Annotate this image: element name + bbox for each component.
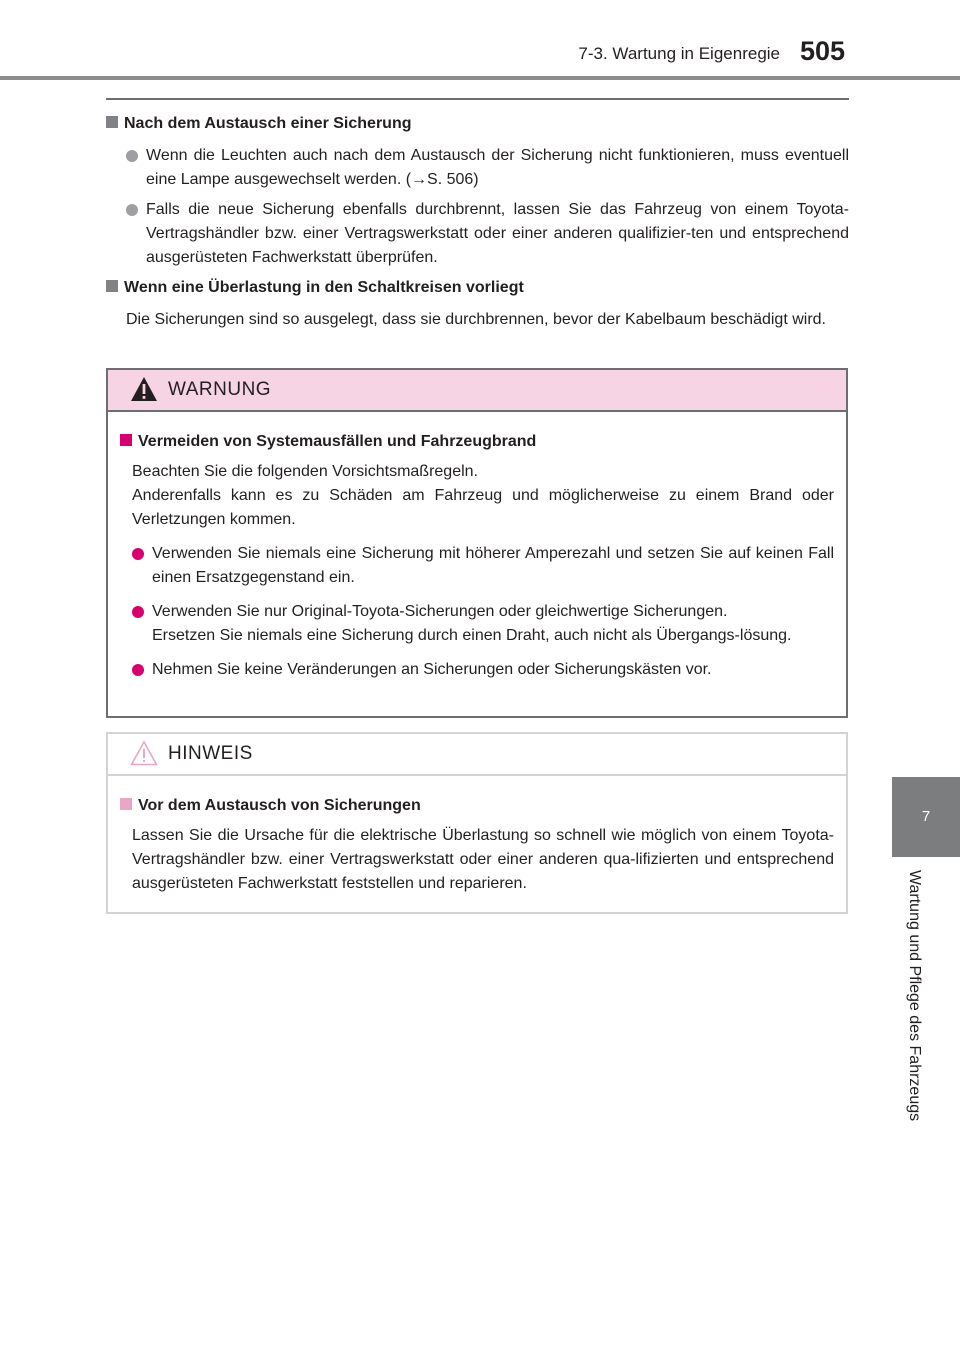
list-item-text: Falls die neue Sicherung ebenfalls durchbrennt, lassen Sie das Fahrzeug von einem Toyota-Vertragshändler bzw. einer Vertragswerkstatt oder einer anderen qualifizier-ten und entsprechend ausgerüsteten Fachwerkstatt überprüfen. [146, 201, 849, 266]
warning-heading [120, 430, 834, 454]
content-top-rule [106, 98, 849, 100]
note-heading-text: Vor dem Austausch von Sicherungen [138, 797, 421, 814]
note-header [108, 734, 846, 776]
list-item [132, 658, 834, 682]
warning-intro-line: Beachten Sie die folgenden Vorsichtsmaßregeln. [132, 463, 478, 480]
circle-bullet-icon [132, 606, 144, 618]
note-title: HINWEIS [168, 743, 253, 764]
list-item [126, 144, 849, 192]
circle-bullet-icon [132, 548, 144, 560]
note-body [108, 776, 846, 896]
warning-box [106, 368, 848, 718]
warning-heading-text: Vermeiden von Systemausfällen und Fahrzeugbrand [138, 433, 537, 450]
warning-title: WARNUNG [168, 379, 272, 400]
list-item-text: Ersetzen Sie niemals eine Sicherung durch einen Draht, auch nicht als Übergangs-lösung. [152, 627, 792, 644]
list-item-text: Verwenden Sie nur Original-Toyota-Sicherungen oder gleichwertige Sicherungen. [152, 603, 728, 620]
warning-intro-line: Anderenfalls kann es zu Schäden am Fahrzeug und möglicherweise zu einem Brand oder Verletzungen kommen. [132, 487, 834, 528]
chapter-side-label [890, 870, 940, 1160]
warning-body [108, 412, 846, 682]
circle-bullet-icon [126, 150, 138, 162]
chapter-side-label-text: Wartung und Pflege des Fahrzeugs [906, 870, 923, 1122]
circle-bullet-icon [126, 204, 138, 216]
section-heading-text: Nach dem Austausch einer Sicherung [124, 115, 412, 132]
page-number: 505 [800, 36, 846, 66]
list-item-text: Wenn die Leuchten auch nach dem Austausch der Sicherung nicht funktionieren, muss eventuell eine Lampe ausgewechselt werden. (→S. 506) [146, 147, 849, 188]
section-title: 7-3. Wartung in Eigenregie [578, 44, 780, 63]
warning-intro [132, 460, 834, 532]
list-item-text: Nehmen Sie keine Veränderungen an Sicherungen oder Sicherungskästen vor. [152, 661, 712, 678]
list-item [132, 542, 834, 590]
section-heading-text: Wenn eine Überlastung in den Schaltkreisen vorliegt [124, 279, 524, 296]
chapter-tab: 7 [892, 777, 960, 857]
list-item-text: Verwenden Sie niemals eine Sicherung mit höherer Amperezahl und setzen Sie auf keinen Fall einen Ersatzgegenstand ein. [152, 545, 834, 586]
note-box [106, 732, 848, 914]
section-heading [106, 112, 849, 136]
note-heading [120, 794, 834, 818]
section-heading [106, 276, 849, 300]
header-rule [0, 76, 960, 80]
warning-triangle-icon [130, 376, 158, 402]
list-item [132, 600, 834, 648]
caution-triangle-icon [130, 740, 158, 766]
square-bullet-icon [120, 798, 132, 810]
paragraph: Die Sicherungen sind so ausgelegt, dass sie durchbrennen, bevor der Kabelbaum beschädigt wird. [126, 311, 826, 328]
warning-header [108, 370, 846, 412]
main-content [106, 112, 849, 340]
square-bullet-icon [106, 280, 118, 292]
square-bullet-icon [106, 116, 118, 128]
note-text: Lassen Sie die Ursache für die elektrische Überlastung so schnell wie möglich von einem Toyota-Vertragshändler bzw. einer Vertragswerkstatt oder einer anderen qua-lifizierten und entsprechend ausgerüsteten Fachwerkstatt feststellen und reparieren. [132, 827, 834, 892]
square-bullet-icon [120, 434, 132, 446]
list-item [126, 198, 849, 270]
circle-bullet-icon [132, 664, 144, 676]
